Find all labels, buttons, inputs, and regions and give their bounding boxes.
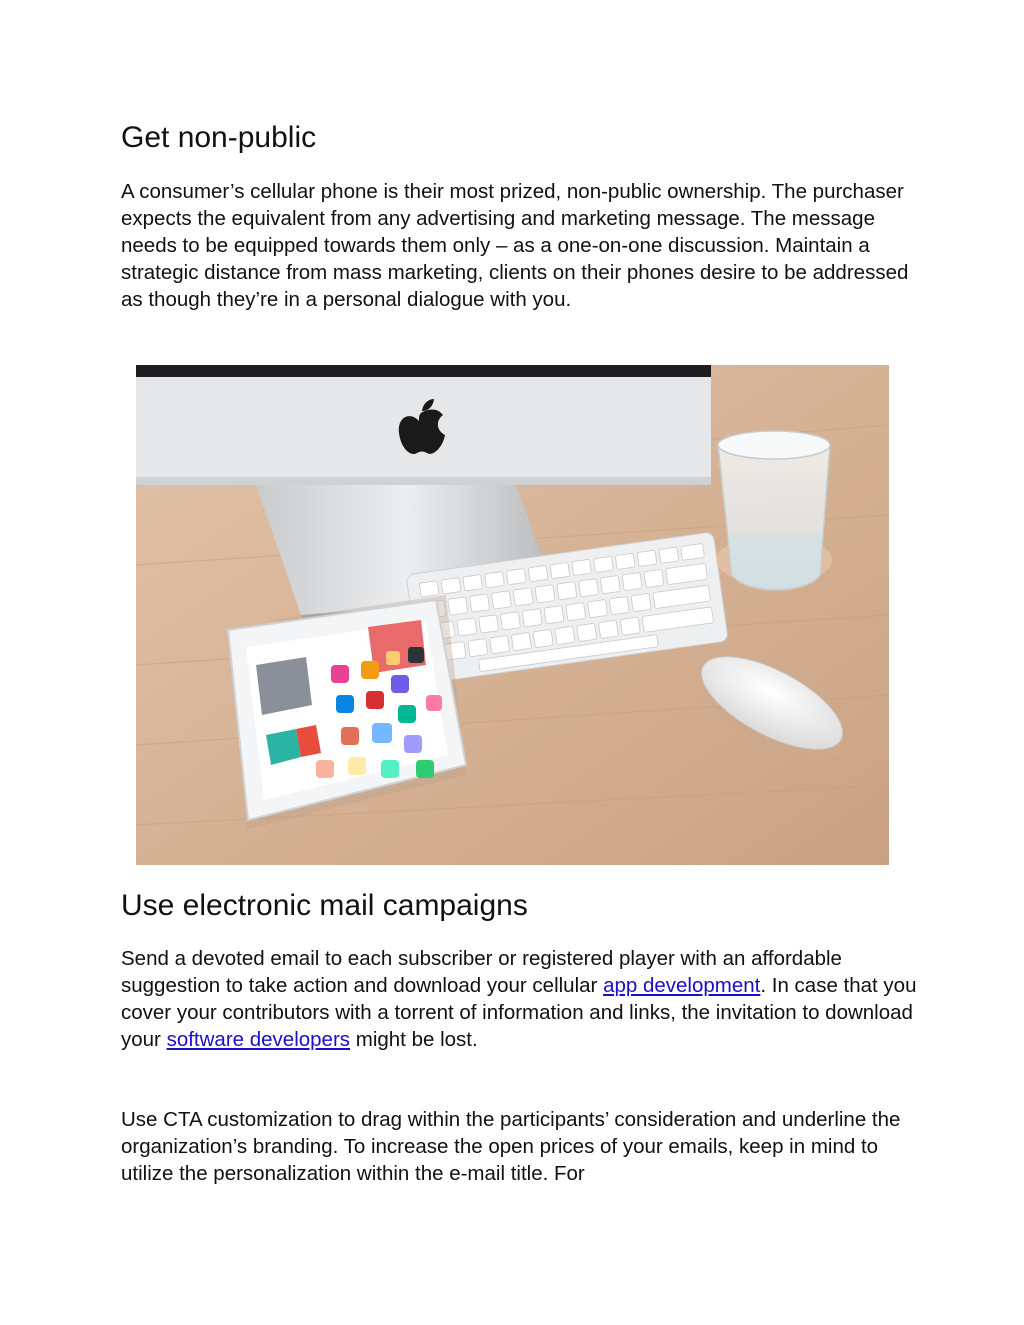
paragraph-cta-customization: Use CTA customization to drag within the participants’ consideration and underline the organization’s branding. To increase the open prices of your emails, keep in mind to utilize the personalization within the e-mail title. For xyxy=(121,1108,901,1185)
photo-desk-imac-ipad xyxy=(136,365,889,865)
section-heading-email-campaigns: Use electronic mail campaigns xyxy=(121,889,528,922)
link-app-development[interactable]: app development xyxy=(603,974,761,997)
paragraph-email-campaigns xyxy=(121,945,921,1053)
paragraph-text: might be lost. xyxy=(350,1028,478,1051)
paragraph-text: . In case that you cover your contributors with a torrent of information and links, the invitation to download your xyxy=(121,974,917,1051)
paragraph-non-public: A consumer’s cellular phone is their most prized, non-public ownership. The purchaser expects the equivalent from any advertising and marketing message. The message needs to be equipped towards them only – as a one-on-one discussion. Maintain a strategic distance from mass marketing, clients on their phones desire to be addressed as though they’re in a personal dialogue with you. xyxy=(121,180,909,311)
paragraph-text: Send a devoted email to each subscriber or registered player with an affordable suggestion to take action and download your cellular xyxy=(121,947,842,997)
section-heading-get-non-public: Get non-public xyxy=(121,121,317,154)
water-glass xyxy=(716,431,832,590)
link-software-developers[interactable]: software developers xyxy=(166,1028,351,1051)
